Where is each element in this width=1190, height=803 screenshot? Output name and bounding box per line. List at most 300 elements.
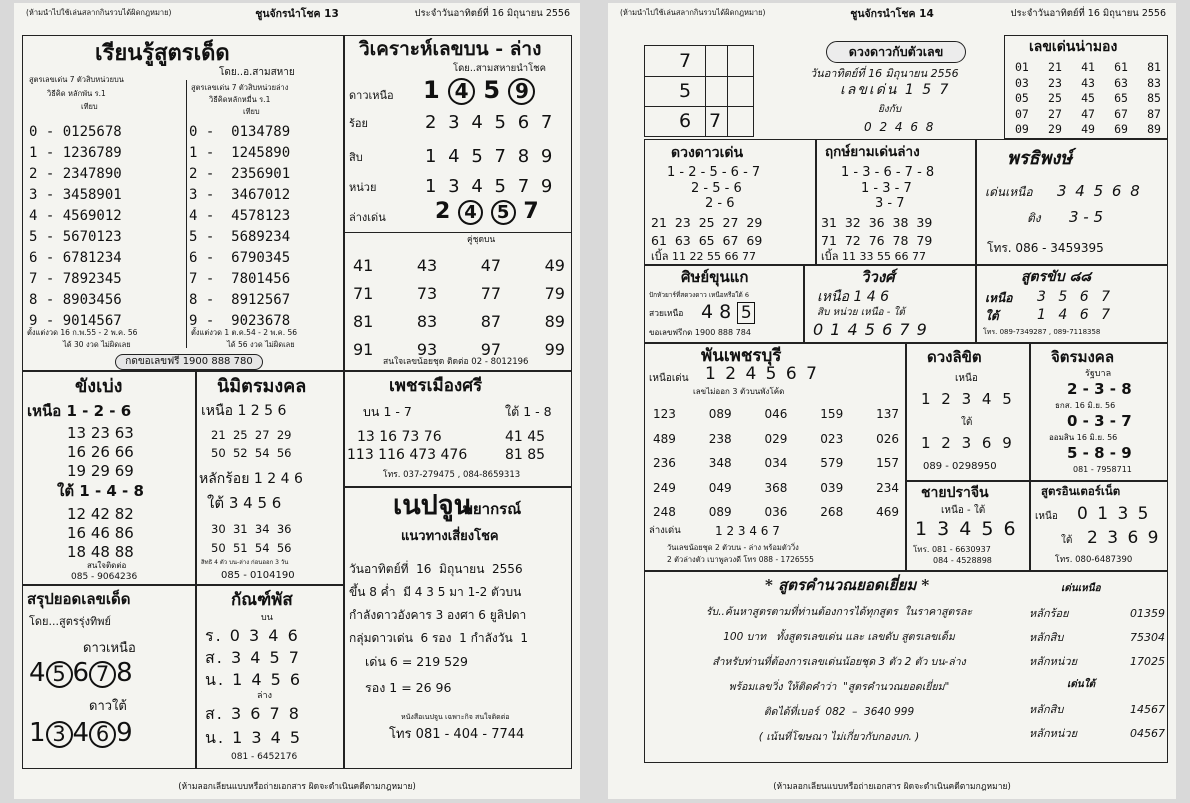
rianroo-left-foot2: ได้ 30 งวด ไม่ผิดเลย xyxy=(63,340,131,349)
sutrkhap-box xyxy=(976,265,1168,343)
kanpat-phone: 081 - 6452176 xyxy=(231,752,298,762)
kanpat-row4: ส. 3 6 7 8 xyxy=(205,704,301,723)
rianroo-right-sub3: เทียบ xyxy=(243,107,260,116)
phanphet-cell: 089 xyxy=(708,407,732,421)
duangdaoden-title: ดวงดาวเด่น xyxy=(671,145,744,161)
dao-digit-circled: 9 xyxy=(508,78,535,105)
digit-place-row xyxy=(1029,722,1165,746)
phanphet-cell: 489 xyxy=(653,431,676,446)
phanphet-row xyxy=(653,427,899,452)
chitmongkon-l2: 0 - 3 - 7 xyxy=(1067,412,1132,430)
neptune-foot: หนังสือเนปจูน เฉพาะกิจ สนใจติดต่อ xyxy=(401,713,510,721)
phanphet-sub: เลขไม่ออก 3 ตัวบนพังโค้ด xyxy=(693,387,785,396)
rianroo-byline: โดย..อ.สามสหาย xyxy=(219,67,295,78)
formula-line: 3 - 3458901 xyxy=(29,187,122,203)
formula-line: 5 - 5670123 xyxy=(29,229,122,245)
pair-cell: 47 xyxy=(480,256,502,275)
sarup-nuea-label: ดาวเหนือ xyxy=(83,641,136,656)
lekden-cell: 85 xyxy=(1147,91,1161,105)
phetmueang-tai: ใต้ 1 - 8 xyxy=(505,404,552,419)
sarup-digit-circled: 6 xyxy=(89,721,116,748)
sutrkham-r-rows2 xyxy=(1029,698,1165,746)
siskhon-numbers xyxy=(701,302,755,324)
duanglikhit-nuea: 1 2 3 4 5 xyxy=(921,390,1015,408)
formula-line: 0 - 0134789 xyxy=(189,124,291,140)
pair-cell: 73 xyxy=(416,284,438,303)
formula-line: 7 - 7892345 xyxy=(29,271,122,287)
roi-label: ร้อย xyxy=(349,117,368,130)
pair-cell: 91 xyxy=(353,340,374,359)
siskhon-box xyxy=(644,265,804,343)
sarup-title: สรุปยอดเลขเด็ด xyxy=(27,590,131,608)
lang-digit: 2 xyxy=(435,199,451,224)
lekden-box xyxy=(1004,35,1168,139)
nimit-roi: หลักร้อย 1 2 4 6 xyxy=(199,471,303,487)
lekden-cell: 45 xyxy=(1081,91,1095,105)
sarup-digit: 4 xyxy=(72,718,90,748)
phanphet-row xyxy=(653,402,899,427)
pair-cell: 99 xyxy=(544,340,565,359)
khongbeng-title: ขังเบ่ง xyxy=(75,376,123,397)
duangdao-date: วันอาทิตย์ที่ 16 มิถุนายน 2556 xyxy=(810,67,959,80)
lekden-cell: 03 xyxy=(1015,75,1029,90)
chaipra-phone2: 084 - 4528898 xyxy=(933,556,992,565)
pair-cell: 89 xyxy=(544,312,565,331)
rianroo-left-list xyxy=(29,122,189,332)
ad-line: 100 บาท ทั้งสูตรเลขเด่น และ เลขดับ สูตรเลขเด็ม xyxy=(723,631,955,643)
formula-line: 5 - 5689234 xyxy=(189,229,291,245)
number-line: 19 29 69 xyxy=(67,462,134,480)
phanphet-cell: 348 xyxy=(708,456,732,470)
rueksa-l2: 1 - 3 - 7 xyxy=(861,181,912,196)
ad-line: ติดได้ที่เบอร์ 082 – 3640 999 xyxy=(763,706,915,718)
pair-cell: 43 xyxy=(416,256,438,275)
rianroo-right-sub2: วิธีคิดหลักหมื่น ร.1 xyxy=(209,95,271,104)
digit-place-cell: 17025 xyxy=(1130,655,1165,668)
phetmueang-row1: 13 16 73 76 xyxy=(357,429,442,445)
sutrkham-lines xyxy=(649,600,1029,750)
phanphet-cell: 157 xyxy=(876,456,899,470)
duangdaoden-box xyxy=(644,139,816,265)
phetmueang-title: เพชรเมืองศรี xyxy=(389,376,483,396)
wikro-title: วิเคราะห์เลขบน - ล่าง xyxy=(359,38,542,60)
khongbeng-box xyxy=(22,371,196,585)
duangdao-box xyxy=(754,37,1002,139)
wiwong-title: วิวงศ์ xyxy=(861,268,895,286)
neptune-line: ขึ้น 8 ค่ำ มี 4 3 5 มา 1-2 ตัวบน xyxy=(349,585,522,599)
duangdaoden-l3: 2 - 6 xyxy=(705,196,735,211)
siskhon-title: ศิษย์ขุนแก xyxy=(681,268,749,286)
wiwong-l1: เหนือ 1 4 6 xyxy=(817,289,890,305)
phanphet-row xyxy=(653,476,899,501)
pair-cell: 93 xyxy=(416,340,438,359)
rueksa-box xyxy=(816,139,976,265)
siskhon-label: สวยเหนือ xyxy=(649,309,684,319)
chitmongkon-l3: 5 - 8 - 9 xyxy=(1067,444,1132,462)
dao-digit: 1 xyxy=(423,76,440,104)
phrathi-title: พรธิพงษ์ xyxy=(1007,148,1073,169)
number-line: 50 52 54 56 xyxy=(211,446,292,460)
phrathi-den-label: เด่นเหนือ xyxy=(985,185,1033,199)
nimit-list-1 xyxy=(211,426,291,462)
rianroo-left-foot1: ตั้งแต่งวด 16 ก.พ.55 - 2 พ.ค. 56 xyxy=(27,328,138,337)
formula-line: 0 - 0125678 xyxy=(29,124,122,140)
khongbeng-foot1: สนใจติดต่อ xyxy=(87,561,127,570)
duanglikhit-tai: 1 2 3 6 9 xyxy=(921,434,1015,452)
lekden-cell: 47 xyxy=(1081,106,1095,121)
lekden-cell: 65 xyxy=(1114,91,1128,105)
page-footer: (ห้ามลอกเลียนแบบหรือถ่ายเอกสาร ผิดจะดำเนินคดีตามกฎหมาย) xyxy=(773,782,1011,792)
kanpat-title: กัณฑ์พัส xyxy=(231,590,293,610)
grid-digit: 7 xyxy=(679,50,692,72)
page-footer: (ห้ามลอกเลียนแบบหรือถ่ายเอกสาร ผิดจะดำเนินคดีตามกฎหมาย) xyxy=(178,782,416,792)
chaipra-box xyxy=(906,481,1030,571)
phanphet-cell: 023 xyxy=(820,431,844,446)
khongbeng-list-1 xyxy=(67,424,134,481)
phetmueang-row2: 113 116 473 476 xyxy=(347,447,468,463)
sarup-tai-label: ดาวใต้ xyxy=(89,699,127,714)
siskhon-digit-boxed: 5 xyxy=(737,302,755,324)
duangdaoden-rows xyxy=(651,214,762,250)
dao-digit-circled: 4 xyxy=(448,78,475,105)
duangdao-numbers: 0 2 4 6 8 xyxy=(864,120,936,134)
lekden-cell: 05 xyxy=(1015,91,1029,105)
digit-place-cell: หลักร้อย xyxy=(1029,607,1069,620)
phanphet-cell: 036 xyxy=(764,505,788,519)
lekden-cell: 87 xyxy=(1147,106,1161,121)
rueksa-title: ฤกษ์ยามเด่นล่าง xyxy=(825,144,920,160)
formula-line: 9 - 9023678 xyxy=(189,313,291,329)
formula-line: 6 - 6790345 xyxy=(189,250,291,266)
sutrkham-r-title1: เด่นเหนือ xyxy=(1061,583,1101,594)
chaipra-numbers: 1 3 4 5 6 xyxy=(915,518,1018,540)
lang-numbers xyxy=(435,200,539,225)
phanphet-cell: 049 xyxy=(708,480,732,495)
digit-place-cell: หลักสิบ xyxy=(1029,631,1064,644)
header-disclaimer: (ห้ามนำไปใช้เล่นสลากกินรวบได้ผิดกฎหมาย) xyxy=(620,8,766,17)
digit-place-cell: หลักหน่วย xyxy=(1029,727,1078,740)
sutrinter-tai: 2 3 6 9 xyxy=(1087,528,1161,548)
rianroo-left-sub2: วิธีคิด หลักพัน ร.1 xyxy=(47,89,106,98)
lekden-cell: 41 xyxy=(1081,60,1095,74)
phanphet-row xyxy=(653,500,899,525)
digit-place-row xyxy=(1029,698,1165,722)
phetmueang-bon: บน 1 - 7 xyxy=(363,404,412,419)
rianroo-box xyxy=(22,35,344,371)
khongbeng-phone: 085 - 9064236 xyxy=(71,572,138,582)
sutrkhap-tai: 1 4 6 7 xyxy=(1037,307,1114,323)
lekden-cell: 81 xyxy=(1147,60,1161,74)
formula-line: 4 - 4569012 xyxy=(29,208,122,224)
rianroo-right-foot1: ตั้งแต่งวด 1 ต.ค.54 - 2 พ.ค. 56 xyxy=(191,328,298,337)
lekden-cell: 61 xyxy=(1114,60,1128,74)
lang-digit: 7 xyxy=(523,199,539,224)
duangdaoden-l1: 1 - 2 - 5 - 6 - 7 xyxy=(667,165,761,180)
phanphet-cell: 249 xyxy=(653,480,676,495)
phanphet-cell: 039 xyxy=(820,480,844,495)
phetmueang-tai-row1: 41 45 xyxy=(505,429,546,445)
sutrkham-box xyxy=(644,571,1168,763)
phanphet-cell: 046 xyxy=(764,407,788,421)
roi-digits: 2 3 4 5 6 7 xyxy=(425,112,556,133)
pair-row xyxy=(353,308,565,336)
number-line: 61 63 65 67 69 xyxy=(651,233,763,248)
digit-place-cell: 75304 xyxy=(1130,631,1165,644)
sutrkham-r-title2: เด่นใต้ xyxy=(1067,679,1096,690)
sarup-digit: 4 xyxy=(29,658,46,688)
siskhon-digit: 8 xyxy=(719,301,732,323)
phanphet-cell: 469 xyxy=(876,505,899,519)
formula-line: 2 - 2356901 xyxy=(189,166,291,182)
neptune-phone: โทร 081 - 404 - 7744 xyxy=(389,727,525,742)
phetmueang-phone: โทร. 037-279475 , 084-8659313 xyxy=(383,470,521,480)
chitmongkon-sub: รัฐบาล xyxy=(1085,369,1112,379)
rueksa-l1: 1 - 3 - 6 - 7 - 8 xyxy=(841,165,935,180)
sarup-digit-circled: 7 xyxy=(89,661,116,688)
chitmongkon-title: จิตรมงคล xyxy=(1051,348,1115,366)
neptune-title2: พยากรณ์ xyxy=(463,500,522,518)
wikro-foot: สนใจเลขน้อยชุด ติดต่อ 02 - 8012196 xyxy=(383,357,529,367)
sutrinter-title: สูตรอินเตอร์เน็ต xyxy=(1041,484,1121,498)
pair-row xyxy=(353,252,565,280)
kanpat-lang: ล่าง xyxy=(257,691,272,701)
phanphet-cell: 579 xyxy=(820,456,844,470)
phetmueang-box xyxy=(344,371,572,487)
formula-line: 7 - 7801456 xyxy=(189,271,291,287)
sutrkham-title: * สูตรคำนวณยอดเยี่ยม * xyxy=(765,576,930,594)
lekden-cell: 25 xyxy=(1048,91,1062,105)
chitmongkon-l2-label: ธกส. 16 มิ.ย. 56 xyxy=(1055,401,1116,410)
sutrkhap-nuea-label: เหนือ xyxy=(985,291,1013,305)
pair-cell: 81 xyxy=(353,312,374,331)
sarup-digit: 8 xyxy=(116,658,133,688)
duangdao-title: ดวงดาวกับตัวเลข xyxy=(826,41,966,63)
sutrinter-nuea-label: เหนือ xyxy=(1035,511,1058,522)
number-line: 21 25 27 29 xyxy=(211,428,292,442)
phrathi-tid-label: ติง xyxy=(1027,211,1041,225)
sarup-nuea-numbers xyxy=(29,660,133,688)
rianroo-right-foot2: ได้ 56 งวด ไม่ผิดเลย xyxy=(227,340,295,349)
dao-label: ดาวเหนือ xyxy=(349,89,394,102)
lekden-cell: 27 xyxy=(1048,106,1062,121)
sib-label: สิบ xyxy=(349,151,363,164)
lang-digit-circled: 5 xyxy=(491,200,516,225)
digit-place-row xyxy=(1029,602,1165,626)
chitmongkon-l3-label: ออมสิน 16 มิ.ย. 56 xyxy=(1049,433,1118,442)
digit-place-cell: 01359 xyxy=(1130,607,1165,620)
sarup-digit: 9 xyxy=(116,718,133,748)
nuay-digits: 1 3 4 5 7 9 xyxy=(425,176,556,197)
sib-digits: 1 4 5 7 8 9 xyxy=(425,146,556,167)
phanphet-cell: 034 xyxy=(764,456,788,470)
sarup-box xyxy=(22,585,196,769)
neptune-box xyxy=(344,487,572,769)
header-date: ประจำวันอาทิตย์ที่ 16 มิถุนายน 2556 xyxy=(414,8,570,19)
rianroo-right-list xyxy=(189,122,344,332)
number-line: 71 72 76 78 79 xyxy=(821,233,933,248)
wiwong-box xyxy=(804,265,976,343)
number-line: 12 42 82 xyxy=(67,505,134,523)
number-line: 13 23 63 xyxy=(67,424,134,442)
neptune-title: เนปจูน xyxy=(393,490,473,521)
rueksa-rows xyxy=(821,214,932,250)
lekden-cell: 01 xyxy=(1015,60,1029,74)
number-line: 16 26 66 xyxy=(67,443,134,461)
duangdaoden-l2: 2 - 5 - 6 xyxy=(691,181,742,196)
lekden-cell: 43 xyxy=(1081,75,1095,90)
phanphet-cell: 234 xyxy=(876,480,899,495)
pair-cell: 97 xyxy=(480,340,502,359)
lang-label: ล่างเด่น xyxy=(349,211,386,224)
phanphet-cell: 137 xyxy=(876,407,899,421)
sutrkhap-title: สูตรขับ ๘๘ xyxy=(1021,269,1092,285)
neptune-line: กำลังดาวอังคาร 3 องศา 6 ยูลิปดา xyxy=(349,608,527,622)
lekden-row xyxy=(1015,122,1161,138)
lekden-cell: 21 xyxy=(1048,60,1062,74)
sarup-tai-numbers xyxy=(29,720,133,748)
sarup-digit: 6 xyxy=(72,658,90,688)
sarup-digit-circled: 3 xyxy=(46,721,73,748)
formula-line: 4 - 4578123 xyxy=(189,208,291,224)
formula-line: 9 - 9014567 xyxy=(29,313,122,329)
wikro-byline: โดย..สามสหายนำโชค xyxy=(453,63,546,74)
ad-line: พร้อมเลขวิ่ง ให้ติดคำว่า "สูตรคำนวณยอดเยี่ยม" xyxy=(728,681,950,693)
number-line: 16 46 86 xyxy=(67,524,134,542)
chitmongkon-l1: 2 - 3 - 8 xyxy=(1067,380,1132,398)
pair-cell: 49 xyxy=(544,256,565,275)
grid-digit: 6 xyxy=(679,110,692,132)
kanpat-box xyxy=(196,585,344,769)
lekden-cell: 69 xyxy=(1114,122,1128,136)
newspaper-page-13 xyxy=(14,3,580,799)
lang-digit-circled: 4 xyxy=(458,200,483,225)
sutrkhap-tai-label: ใต้ xyxy=(985,309,999,323)
duanglikhit-phone: 089 - 0298950 xyxy=(923,461,997,472)
header-date: ประจำวันอาทิตย์ที่ 16 มิถุนายน 2556 xyxy=(1010,8,1166,19)
kanpat-row1: ร. 0 3 4 6 xyxy=(205,626,300,645)
kanpat-bon: บน xyxy=(261,613,273,623)
phanphet-cell: 368 xyxy=(764,480,788,495)
neptune-rong: รอง 1 = 26 96 xyxy=(365,680,452,695)
page-header xyxy=(608,3,1176,21)
phanphet-cell: 248 xyxy=(653,505,676,519)
nimit-tai: ใต้ 3 4 5 6 xyxy=(207,494,282,512)
phanphet-cell: 238 xyxy=(708,431,732,446)
lekden-row xyxy=(1015,76,1161,92)
phanphet-lang: 1 2 3 4 6 7 xyxy=(715,524,780,538)
digit-place-cell: 14567 xyxy=(1130,703,1165,716)
phanphet-foot2: 2 ตัวล่างตัว เบาพูลวงดี โทร 088 - 1726555 xyxy=(667,555,814,564)
lekden-row xyxy=(1015,91,1161,107)
formula-line: 3 - 3467012 xyxy=(189,187,291,203)
chaipra-sub: เหนือ - ใต้ xyxy=(941,505,986,516)
duanglikhit-title: ดวงลิขิต xyxy=(927,348,982,366)
phanphet-cell: 268 xyxy=(820,505,844,519)
rianroo-left-sub1: สูตรเลขเด่น 7 ตัวสิบหน่วยบน xyxy=(29,75,124,84)
phanphet-box xyxy=(644,343,906,571)
neptune-den: เด่น 6 = 219 529 xyxy=(365,654,468,669)
phanphet-foot1: วันเลขน้อยชุด 2 ตัวบน - ล่าง พร้อมตัววิ่ง xyxy=(667,543,799,552)
nimit-phone: 085 - 0104190 xyxy=(221,570,295,581)
lekden-cell: 83 xyxy=(1147,75,1161,90)
formula-line: 1 - 1245890 xyxy=(189,145,291,161)
pair-cell: 87 xyxy=(480,312,502,331)
neptune-line: วันอาทิตย์ที่ 16 มิถุนายน 2556 xyxy=(349,562,523,576)
phrathi-den: 3 4 5 6 8 xyxy=(1057,182,1142,200)
page-header xyxy=(14,3,580,21)
rueksa-foot: เบิ้ล 11 33 55 66 77 xyxy=(821,250,926,263)
formula-line: 6 - 6781234 xyxy=(29,250,122,266)
pair-cell: 83 xyxy=(416,312,438,331)
chaipra-phone1: โทร. 081 - 6630937 xyxy=(913,545,991,554)
phanphet-cell: 089 xyxy=(708,505,732,519)
pair-label: คู่ชุดบน xyxy=(467,235,496,245)
sarup-digit: 1 xyxy=(29,718,46,748)
sarup-digit-circled: 5 xyxy=(46,661,73,688)
wiwong-l3: 0 1 4 5 6 7 9 xyxy=(813,320,928,339)
duangdao-yingkap: ยิงกับ xyxy=(878,104,902,115)
pair-cell: 79 xyxy=(544,284,565,303)
phanphet-cell: 029 xyxy=(764,431,788,446)
phanphet-grid xyxy=(653,402,899,525)
duanglikhit-box xyxy=(906,343,1030,481)
phanphet-cell: 123 xyxy=(653,407,676,421)
chitmongkon-phone: 081 - 7958711 xyxy=(1073,465,1132,474)
formula-line: 8 - 8903456 xyxy=(29,292,122,308)
nimit-title: นิมิตรมงคล xyxy=(217,376,307,397)
sarup-byline: โดย...สูตรรุ่งทิพย์ xyxy=(29,615,111,628)
phanphet-nuea-label: เหนือเด่น xyxy=(649,373,689,384)
pair-cell: 71 xyxy=(353,284,374,303)
sutrinter-tai-label: ใต้ xyxy=(1061,535,1073,546)
number-line: 31 32 36 38 39 xyxy=(821,215,933,230)
kanpat-row5: น. 1 3 4 5 xyxy=(205,728,303,747)
lekden-cell: 63 xyxy=(1114,75,1128,90)
lekden-cell: 23 xyxy=(1048,75,1062,90)
nimit-box xyxy=(196,371,344,585)
phanphet-cell: 159 xyxy=(820,407,844,421)
kanpat-row2: ส. 3 4 5 7 xyxy=(205,648,301,667)
number-grid xyxy=(644,45,754,137)
neptune-sub: แนวทางเสี่ยงโชค xyxy=(401,529,499,544)
khongbeng-tai: ใต้ 1 - 4 - 8 xyxy=(57,482,144,500)
pair-cell: 77 xyxy=(480,284,502,303)
siskhon-digit: 4 xyxy=(701,301,714,323)
lekden-cell: 67 xyxy=(1114,106,1128,121)
kanpat-row3: น. 1 4 5 6 xyxy=(205,670,303,689)
digit-place-row xyxy=(1029,650,1165,674)
rueksa-l3: 3 - 7 xyxy=(875,196,905,211)
free-number-pill: กดขอเลขฟรี 1900 888 780 xyxy=(115,354,263,370)
phanphet-cell: 026 xyxy=(876,431,899,446)
phrathi-box xyxy=(976,139,1168,265)
nimit-nuea: เหนือ 1 2 5 6 xyxy=(201,403,287,419)
rianroo-right-sub1: สูตรเลขเด่น 7 ตัวสิบหน่วยล่าง xyxy=(191,83,289,92)
page-title: ชูนจักรนำโชค 14 xyxy=(850,8,934,20)
siskhon-foot: ขอเลขฟรีกด 1900 888 784 xyxy=(649,328,751,337)
pair-cell: 41 xyxy=(353,256,374,275)
phanphet-nuea: 1 2 4 5 6 7 xyxy=(705,364,819,384)
number-line: 18 48 88 xyxy=(67,543,134,561)
ad-line: ( เน้นที่โฆษณา ไม่เกี่ยวกับกองบก. ) xyxy=(758,731,920,743)
grid-digit: 7 xyxy=(709,110,722,132)
nimit-list-2 xyxy=(211,520,291,558)
sutrinter-nuea: 0 1 3 5 xyxy=(1077,504,1151,524)
formula-line: 1 - 1236789 xyxy=(29,145,122,161)
lekden-row xyxy=(1015,60,1161,76)
digit-place-cell: หลักหน่วย xyxy=(1029,655,1078,668)
phrathi-tid: 3 - 5 xyxy=(1069,208,1104,226)
